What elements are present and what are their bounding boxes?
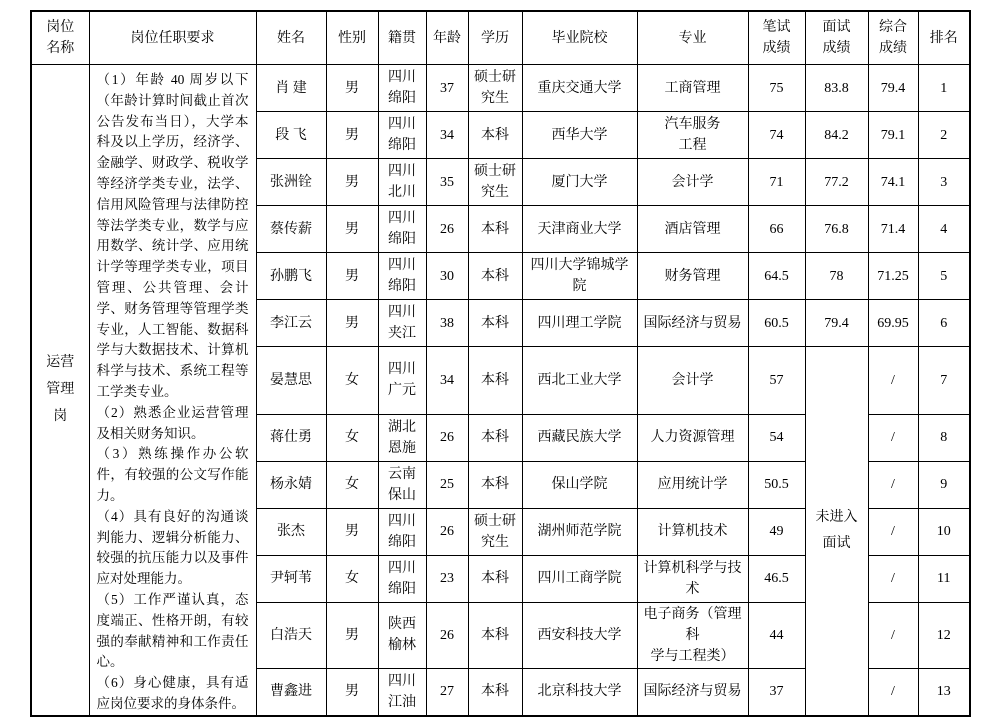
cell-written-score: 64.5 (748, 253, 805, 300)
cell-written-score: 49 (748, 508, 805, 555)
cell-text-line: 酒店管理 (664, 221, 721, 237)
cell-name: 孙鹏飞 (256, 253, 326, 300)
cell-gender: 女 (326, 461, 378, 508)
cell-interview-score: 83.8 (805, 65, 868, 112)
cell-school: 天津商业大学 (522, 206, 637, 253)
cell-gender: 女 (326, 347, 378, 415)
cell-gender: 男 (326, 65, 378, 112)
requirement-paragraph: （4）具有良好的沟通谈判能力、逻辑分析能力、较强的抗压能力以及事件应对处理能力。 (96, 508, 249, 587)
cell-interview-score: 84.2 (805, 112, 868, 159)
cell-school: 四川工商学院 (522, 555, 637, 602)
cell-education (468, 347, 522, 415)
cell-composite-score: / (868, 668, 918, 716)
cell-text-line: 四川 (388, 211, 416, 226)
cell-text-line: 四川 (388, 305, 416, 320)
cell-education (468, 414, 522, 461)
cell-text-line: 管理 (46, 382, 75, 398)
cell-text-line: 云南 (388, 466, 416, 482)
cell-age: 37 (426, 65, 468, 112)
cell-school: 北京科技大学 (522, 668, 637, 716)
cell-name: 尹轲苇 (256, 555, 326, 602)
header-education (468, 11, 522, 65)
cell-text-line: 工程 (678, 138, 707, 153)
cell-text-line: 财务管理 (664, 268, 721, 284)
cell-name: 曹鑫进 (256, 668, 326, 716)
cell-written-score: 37 (748, 668, 805, 716)
cell-text-line: 硕士研 (474, 70, 516, 85)
cell-school: 四川理工学院 (522, 300, 637, 347)
cell-rank: 1 (918, 65, 970, 112)
cell-text-line: 成绩 (762, 41, 791, 56)
cell-major (637, 206, 748, 253)
cell-composite-score: / (868, 414, 918, 461)
header-position-name (31, 11, 89, 65)
cell-name: 张洲铨 (256, 159, 326, 206)
cell-rank: 2 (918, 112, 970, 159)
cell-gender: 男 (326, 300, 378, 347)
cell-school: 西北工业大学 (522, 347, 637, 415)
cell-text-line: 本科 (481, 571, 509, 587)
cell-text-line: 广元 (388, 383, 416, 399)
cell-text-line: 四川 (388, 362, 416, 378)
cell-written-score: 60.5 (748, 300, 805, 347)
cell-major (637, 300, 748, 347)
cell-school: 保山学院 (522, 461, 637, 508)
cell-major (637, 508, 748, 555)
requirement-paragraph: （6）身心健康，具有适应岗位要求的身体条件。 (96, 675, 249, 711)
cell-text-line: 四川 (388, 560, 416, 576)
cell-rank: 13 (918, 668, 970, 716)
cell-school: 西安科技大学 (522, 602, 637, 668)
cell-text-line: 硕士研 (474, 164, 516, 179)
cell-education (468, 668, 522, 716)
cell-major (637, 668, 748, 716)
cell-text-line: 会计学 (671, 174, 714, 190)
cell-composite-score: / (868, 347, 918, 415)
cell-text-line: 笔试 (762, 20, 791, 35)
cell-school: 湖州师范学院 (522, 508, 637, 555)
cell-rank: 8 (918, 414, 970, 461)
cell-age: 26 (426, 602, 468, 668)
cell-text-line: 绵阳 (388, 279, 416, 294)
cell-interview-score: 76.8 (805, 206, 868, 253)
cell-gender: 男 (326, 668, 378, 716)
cell-name: 杨永婧 (256, 461, 326, 508)
cell-age: 34 (426, 112, 468, 159)
header-written-score (748, 11, 805, 65)
cell-age: 34 (426, 347, 468, 415)
cell-gender: 女 (326, 555, 378, 602)
cell-major (637, 347, 748, 415)
cell-text-line: 四川 (388, 164, 416, 179)
cell-text-line: 绵阳 (388, 232, 416, 247)
requirement-paragraph: （3）熟练操作办公软件，有较强的公文写作能力。 (96, 446, 249, 503)
cell-school: 西藏民族大学 (522, 414, 637, 461)
cell-name: 蒋仕勇 (256, 414, 326, 461)
cell-composite-score: / (868, 555, 918, 602)
cell-rank: 10 (918, 508, 970, 555)
header-composite-score (868, 11, 918, 65)
requirement-paragraph: （5）工作严谨认真，态度端正、性格开朗，有较强的奉献精神和工作责任心。 (96, 591, 249, 670)
cell-education (468, 508, 522, 555)
cell-major (637, 414, 748, 461)
cell-interview-score: 79.4 (805, 300, 868, 347)
cell-written-score: 74 (748, 112, 805, 159)
cell-text-line: 年龄 (433, 30, 461, 46)
cell-age: 35 (426, 159, 468, 206)
cell-native-place (378, 602, 426, 668)
cell-text-line: 性别 (338, 30, 366, 46)
cell-text-line: 四川 (388, 513, 416, 529)
cell-major (637, 253, 748, 300)
header-interview-score (805, 11, 868, 65)
cell-composite-score: 69.95 (868, 300, 918, 347)
cell-text-line: 岗位 (46, 20, 75, 35)
table-header-row (31, 11, 970, 65)
cell-text-line: 会计学 (671, 372, 714, 388)
cell-text-line: 计算机科学与技术 (643, 560, 742, 597)
cell-text-line: 国际经济与贸易 (643, 684, 742, 700)
cell-gender: 男 (326, 159, 378, 206)
cell-text-line: 本科 (481, 127, 509, 143)
cell-composite-score: / (868, 461, 918, 508)
cell-school: 厦门大学 (522, 159, 637, 206)
cell-gender: 男 (326, 253, 378, 300)
recruitment-results-table (30, 10, 971, 717)
cell-name: 李江云 (256, 300, 326, 347)
cell-text-line: 学历 (481, 30, 509, 46)
cell-text-line: 人力资源管理 (650, 430, 735, 446)
cell-text-line: 应用统计学 (657, 477, 728, 493)
cell-school: 四川大学锦城学院 (522, 253, 637, 300)
cell-native-place (378, 65, 426, 112)
cell-text-line: 江油 (388, 694, 416, 710)
cell-text-line: 电子商务（管理科 (643, 606, 742, 643)
cell-text-line: 陕西 (388, 617, 416, 633)
cell-text-line: 四川 (388, 673, 416, 689)
cell-text-line: 汽车服务 (664, 117, 721, 132)
cell-text-line: 综合 (879, 20, 907, 35)
cell-text-line: 成绩 (879, 41, 907, 56)
cell-age: 26 (426, 508, 468, 555)
cell-position-name (31, 65, 89, 716)
cell-education (468, 253, 522, 300)
cell-text-line: 本科 (481, 477, 509, 493)
cell-gender: 男 (326, 602, 378, 668)
cell-text-line: 恩施 (388, 440, 416, 456)
cell-text-line: 本科 (481, 627, 509, 643)
cell-education (468, 602, 522, 668)
cell-composite-score: / (868, 508, 918, 555)
cell-text-line: 面试 (822, 535, 851, 551)
cell-rank: 6 (918, 300, 970, 347)
cell-major (637, 555, 748, 602)
cell-age: 26 (426, 414, 468, 461)
cell-text-line: 本科 (481, 315, 509, 331)
header-age (426, 11, 468, 65)
cell-text-line: 岗 (53, 409, 68, 425)
cell-text-line: 姓名 (277, 30, 305, 46)
cell-text-line: 保山 (388, 487, 416, 503)
cell-interview-score: 78 (805, 253, 868, 300)
cell-age: 26 (426, 206, 468, 253)
cell-written-score: 66 (748, 206, 805, 253)
cell-composite-score: 71.4 (868, 206, 918, 253)
cell-native-place (378, 668, 426, 716)
cell-text-line: 学与工程类） (650, 648, 735, 664)
cell-text-line: 本科 (481, 221, 509, 237)
cell-native-place (378, 206, 426, 253)
cell-text-line: 排名 (929, 30, 958, 46)
cell-native-place (378, 347, 426, 415)
cell-name: 张杰 (256, 508, 326, 555)
header-school (522, 11, 637, 65)
cell-written-score: 50.5 (748, 461, 805, 508)
cell-text-line: 计算机技术 (657, 524, 728, 540)
cell-education (468, 159, 522, 206)
header-name (256, 11, 326, 65)
cell-text-line: 绵阳 (388, 581, 416, 597)
cell-rank: 3 (918, 159, 970, 206)
cell-written-score: 57 (748, 347, 805, 415)
cell-native-place (378, 159, 426, 206)
cell-education (468, 300, 522, 347)
cell-native-place (378, 414, 426, 461)
cell-text-line: 运营 (46, 355, 75, 371)
cell-composite-score: 79.1 (868, 112, 918, 159)
cell-education (468, 206, 522, 253)
cell-text-line: 四川 (388, 258, 416, 273)
header-gender (326, 11, 378, 65)
cell-gender: 男 (326, 508, 378, 555)
cell-text-line: 本科 (481, 430, 509, 446)
cell-composite-score: 74.1 (868, 159, 918, 206)
cell-age: 38 (426, 300, 468, 347)
cell-written-score: 75 (748, 65, 805, 112)
cell-rank: 9 (918, 461, 970, 508)
table-row (31, 65, 970, 112)
cell-rank: 5 (918, 253, 970, 300)
cell-text-line: 岗位任职要求 (130, 30, 215, 46)
cell-text-line: 面试 (822, 20, 851, 35)
cell-education (468, 112, 522, 159)
requirement-paragraph: （1）年龄 40 周岁以下（年龄计算时间截止首次公告发布当日），大学本科及以上学历，经济学、金融学、财政学、税收学等经济学类专业，法学、信用风险管理与法律防控等法学类专业，数学与应用数学、统计学、应用统计学等理学类专业，项目管理、公共管理、会计学、财务管理等管理学类专业，人工智能、数据科学与大数据技术、计算机科学与技术、系统工程等工学类专业。 (96, 72, 249, 399)
cell-text-line: 未进入 (815, 509, 858, 525)
cell-age: 23 (426, 555, 468, 602)
cell-text-line: 成绩 (822, 41, 851, 56)
cell-native-place (378, 112, 426, 159)
cell-not-interviewed (805, 347, 868, 716)
cell-native-place (378, 508, 426, 555)
cell-name: 肖 建 (256, 65, 326, 112)
cell-written-score: 71 (748, 159, 805, 206)
cell-education (468, 65, 522, 112)
cell-text-line: 专业 (678, 30, 707, 46)
cell-education (468, 555, 522, 602)
cell-school: 西华大学 (522, 112, 637, 159)
cell-native-place (378, 555, 426, 602)
cell-text-line: 工商管理 (664, 80, 721, 96)
cell-major (637, 159, 748, 206)
cell-major (637, 112, 748, 159)
header-major (637, 11, 748, 65)
cell-text-line: 绵阳 (388, 534, 416, 550)
cell-text-line: 本科 (481, 268, 509, 284)
cell-text-line: 名称 (46, 41, 75, 56)
cell-composite-score: 79.4 (868, 65, 918, 112)
cell-text-line: 绵阳 (388, 91, 416, 106)
cell-text-line: 籍贯 (388, 30, 416, 46)
cell-rank: 4 (918, 206, 970, 253)
cell-school: 重庆交通大学 (522, 65, 637, 112)
cell-text-line: 究生 (481, 534, 509, 550)
cell-text-line: 榆林 (388, 638, 416, 654)
cell-name: 段 飞 (256, 112, 326, 159)
cell-age: 30 (426, 253, 468, 300)
cell-written-score: 54 (748, 414, 805, 461)
cell-text-line: 夹江 (388, 326, 416, 341)
cell-name: 蔡传薪 (256, 206, 326, 253)
cell-age: 25 (426, 461, 468, 508)
cell-composite-score: 71.25 (868, 253, 918, 300)
cell-education (468, 461, 522, 508)
cell-text-line: 绵阳 (388, 138, 416, 153)
header-rank (918, 11, 970, 65)
cell-composite-score: / (868, 602, 918, 668)
cell-text-line: 本科 (481, 372, 509, 388)
cell-gender: 女 (326, 414, 378, 461)
cell-rank: 7 (918, 347, 970, 415)
header-row (31, 11, 970, 65)
cell-name: 晏慧思 (256, 347, 326, 415)
cell-requirements (89, 65, 256, 716)
cell-rank: 12 (918, 602, 970, 668)
cell-native-place (378, 300, 426, 347)
cell-written-score: 44 (748, 602, 805, 668)
cell-written-score: 46.5 (748, 555, 805, 602)
cell-rank: 11 (918, 555, 970, 602)
cell-age: 27 (426, 668, 468, 716)
cell-name: 白浩天 (256, 602, 326, 668)
cell-major (637, 65, 748, 112)
cell-text-line: 硕士研 (474, 513, 516, 529)
cell-interview-score: 77.2 (805, 159, 868, 206)
cell-text-line: 究生 (481, 91, 509, 106)
cell-major (637, 602, 748, 668)
cell-major (637, 461, 748, 508)
table-body (31, 65, 970, 716)
cell-text-line: 湖北 (388, 419, 416, 435)
cell-text-line: 国际经济与贸易 (643, 315, 742, 331)
cell-gender: 男 (326, 206, 378, 253)
header-requirements (89, 11, 256, 65)
cell-text-line: 本科 (481, 684, 509, 700)
cell-text-line: 毕业院校 (551, 30, 608, 46)
header-native-place (378, 11, 426, 65)
cell-text-line: 北川 (388, 185, 416, 200)
cell-native-place (378, 461, 426, 508)
cell-text-line: 究生 (481, 185, 509, 200)
cell-text-line: 四川 (388, 117, 416, 132)
cell-text-line: 四川 (388, 70, 416, 85)
cell-gender: 男 (326, 112, 378, 159)
cell-native-place (378, 253, 426, 300)
requirement-paragraph: （2）熟悉企业运营管理及相关财务知识。 (96, 404, 249, 441)
